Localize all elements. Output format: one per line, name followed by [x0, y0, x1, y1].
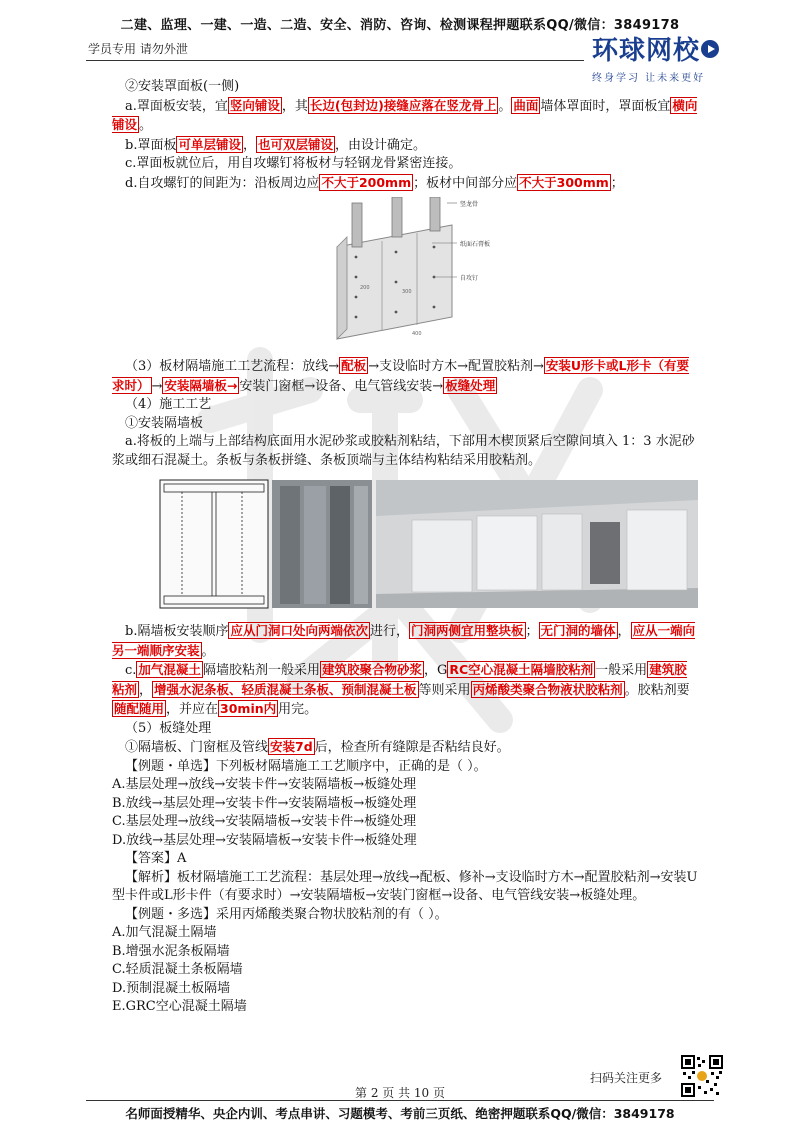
highlight-keyword: 无门洞的墙体: [540, 623, 616, 638]
highlight-keyword: 可单层铺设: [178, 136, 241, 152]
cover-board-item-c: c.罩面板就位后，用自攻螺钉将板材与轻钢龙骨紧密连接。: [125, 156, 462, 171]
q1-option-d: D.放线→基层处理→安装隔墙板→安装卡件→板缝处理: [112, 832, 417, 848]
dim-label-a: 200: [360, 285, 370, 291]
install-board-item-a: a.将板的上端与上部结构底面用水泥砂浆或胶粘剂粘结，下部用木楔顶紧后空隙间填入 1：3 水泥砂浆或细石混凝土。条板与条板拼缝、条板顶端与主体结构粘结采用胶粘剂。: [112, 434, 695, 468]
cover-board-item-a: a.罩面板安装，宜 竖向铺设 ，其 长边(包封边)接缝应落在竖龙骨上 。 曲面 墙体罩面时，罩面板宜 横向铺设 。: [112, 97, 698, 133]
q1-title: 【例题・单选】下列板材隔墙施工工艺顺序中，正确的是（ ）。: [125, 758, 487, 774]
highlight-keyword: 门洞两侧宜用整块板: [411, 623, 524, 638]
q2-option-d: D.预制混凝土板隔墙: [112, 980, 231, 996]
label-screw: 自攻钉: [460, 275, 479, 282]
highlight-keyword: 应从门洞口处向两端依次: [230, 623, 368, 638]
label-stud: 竖龙骨: [460, 201, 479, 208]
partition-photo-strip: [112, 476, 698, 614]
highlight-keyword: 建筑胶粘剂: [112, 662, 687, 697]
highlight-keyword: 30min内: [220, 701, 277, 716]
install-board-item-c: c. 加气混凝土 隔墙胶粘剂一般采用 建筑胶聚合物砂浆 ，G RC空心混凝土隔墙胶粘剂 一般采用 建筑胶粘剂 ， 增强水泥条板、轻质混凝土条板、预制混凝土板 等则采用 丙烯酸类聚合物液状胶粘剂 。胶粘剂要随配随用 ，并应在 30min内 用完。: [112, 662, 690, 717]
header-contact-text: 二建、监理、一建、一造、二造、安全、消防、咨询、检测课程押题联系QQ/微信：3849178: [120, 18, 680, 33]
q2-option-e: E.GRC空心混凝土隔墙: [112, 999, 247, 1014]
highlight-keyword: 曲面: [513, 97, 539, 113]
joint-treatment-item: ①隔墙板、门窗框及管线 安装7d 后，检查所有缝隙是否粘结良好。: [125, 739, 510, 755]
header-notice: 学员专用 请勿外泄: [88, 42, 188, 56]
q1-analysis: 【解析】板材隔墙施工工艺流程：基层处理→放线→配板、修补→支设临时方木→配置胶粘剂→安装U型卡件或L形卡件（有要求时）→安装隔墙板→安装门窗框→设备、电气管线安装→板缝处理。: [112, 869, 698, 903]
highlight-keyword: 安装隔墙板→: [164, 377, 238, 393]
steel-stud-diagram: [112, 197, 698, 347]
footer-contact-text: 名师面授精华、央企内训、考点串讲、习题模考、考前三页纸、绝密押题联系QQ/微信：3849178: [125, 1106, 675, 1121]
cover-board-title: ②安装罩面板(一侧): [125, 79, 240, 94]
q1-option-a: A.基层处理→放线→安装卡件→安装隔墙板→板缝处理: [112, 777, 417, 792]
dim-label-c: 400: [412, 331, 422, 337]
q1-option-c: C.基层处理→放线→安装隔墙板→安装卡件→板缝处理: [112, 814, 417, 829]
q2-option-b: B.增强水泥条板隔墙: [112, 943, 230, 959]
highlight-keyword: 增强水泥条板、轻质混凝土条板、预制混凝土板: [154, 681, 417, 697]
q2-option-c: C.轻质混凝土条板隔墙: [112, 962, 243, 977]
logo-text: 环球网校: [592, 36, 701, 66]
document-body: [112, 78, 698, 1017]
highlight-keyword: 应从一端向另一端顺序安装: [112, 623, 696, 658]
highlight-keyword: 也可双层铺设: [258, 136, 334, 152]
q1-option-b: B.放线→基层处理→安装卡件→安装隔墙板→板缝处理: [112, 795, 417, 811]
joint-treatment-title: （5）板缝处理: [125, 720, 212, 736]
install-board-item-b: b.隔墙板安装顺序 应从门洞口处向两端依次 进行， 门洞两侧宜用整块板 ； 无门洞的墙体 ， 应从一端向另一端顺序安装 。: [112, 623, 696, 659]
highlight-keyword: 长边(包封边)接缝应落在竖龙骨上: [309, 97, 497, 113]
highlight-keyword: RC空心混凝土隔墙胶粘剂: [449, 662, 594, 677]
highlight-keyword: 配板: [341, 358, 367, 373]
cover-board-item-b: b.罩面板 可单层铺设 ， 也可双层铺设 ，由设计确定。: [125, 136, 427, 153]
header-divider: [86, 60, 584, 61]
brand-logo: [592, 30, 732, 84]
q1-answer: 【答案】A: [125, 851, 187, 866]
label-board: 纸面石膏板: [460, 241, 491, 248]
highlight-keyword: 随配随用: [114, 701, 165, 716]
dim-label-b: 300: [402, 289, 412, 295]
steel-stud-figure: [112, 197, 698, 347]
logo-wordmark: [592, 30, 732, 67]
q2-option-a: A.加气混凝土隔墙: [112, 925, 217, 940]
process-flow: （3）板材隔墙施工工艺流程：放线→ 配板 →支设临时方木→配置胶粘剂→ 安装U形卡或L形卡（有要求时） → 安装隔墙板→ 安装门窗框→设备、电气管线安装→ 板缝处理: [112, 358, 689, 394]
highlight-keyword: 不大于200mm: [321, 174, 412, 190]
highlight-keyword: 板缝处理: [445, 377, 496, 393]
highlight-keyword: 建筑胶聚合物砂浆: [321, 662, 422, 677]
highlight-keyword: 竖向铺设: [229, 97, 280, 113]
highlight-keyword: 加气混凝土: [138, 662, 201, 677]
construction-tech-title: （4）施工工艺: [125, 397, 212, 412]
cover-board-item-d: d.自攻螺钉的间距为：沿板周边应 不大于200mm ；板材中间部分应 不大于300mm ；: [125, 174, 624, 191]
play-icon: [701, 40, 719, 58]
install-board-subtitle: ①安装隔墙板: [125, 415, 204, 431]
footer-divider: [86, 1100, 714, 1101]
q2-title: 【例题・多选】采用丙烯酸类聚合物状胶粘剂的有（ ）。: [125, 906, 448, 922]
highlight-keyword: 丙烯酸类聚合物液状胶粘剂: [472, 681, 623, 697]
qr-label: 扫码关注更多: [590, 1071, 663, 1085]
page-number: 第 2 页 共 10 页: [355, 1086, 445, 1100]
partition-photos: [112, 476, 698, 614]
logo-slogan: 终身学习 让未来更好: [592, 73, 706, 84]
highlight-keyword: 不大于300mm: [519, 174, 609, 190]
highlight-keyword: 横向铺设: [112, 97, 698, 132]
highlight-keyword: 安装U形卡或L形卡（有要求时）: [112, 358, 689, 393]
highlight-keyword: 安装7d: [270, 739, 313, 754]
